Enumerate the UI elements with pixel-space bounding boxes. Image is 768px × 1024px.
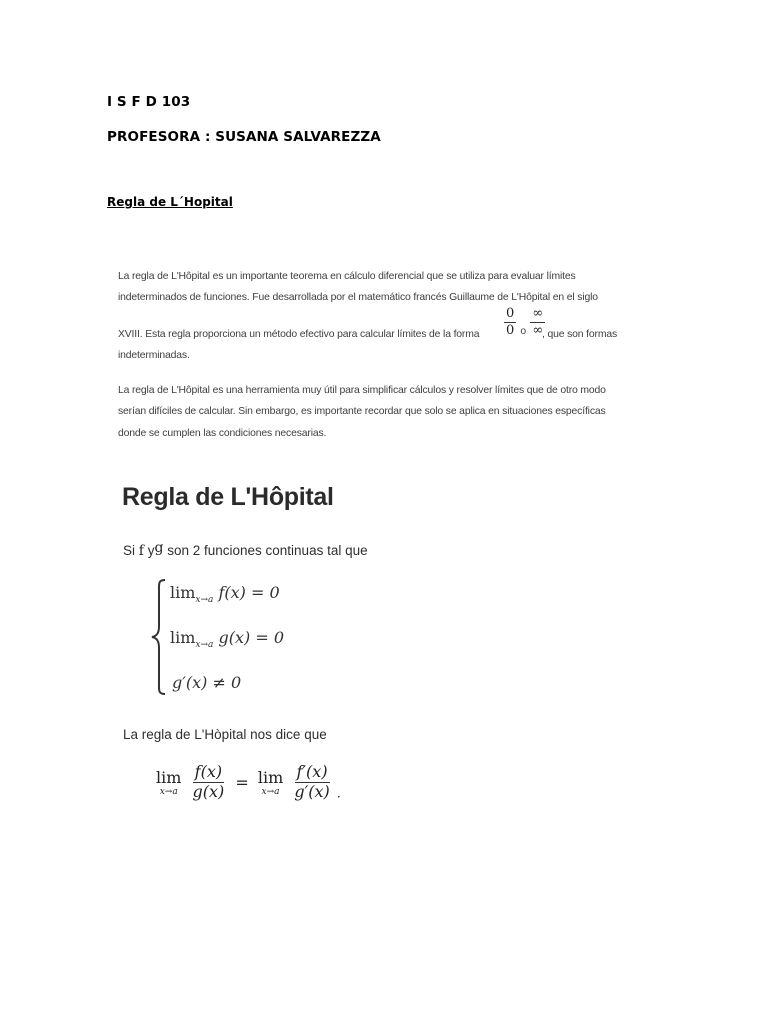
condition-1 [170,583,280,605]
condition-2 [170,628,284,650]
indeterminate-forms [504,307,545,337]
intro-f: f [138,543,144,559]
condition-2-sub: x→a [195,640,214,651]
lim-right [258,768,283,797]
form-2-denominator: ∞ [532,322,544,338]
condition-2-expr: g(x) = 0 [218,628,284,647]
paragraph-1-line-3: XVIII. Esta regla proporciona un método efectivo para calcular límites de la forma [118,329,480,340]
intro-si: Si [123,543,136,558]
paragraph-1-line-2: indeterminados de funciones. Fue desarrollada por el matemático francés Guillaume de L'Hôpital en el siglo [118,292,598,303]
paragraph-2-line-2: serían difíciles de calcular. Sin embargo, es importante recordar que solo se aplica en situaciones específicas [118,406,606,417]
rhs-numerator: f′(x) [296,762,328,781]
lim-left-sub: x→a [159,786,178,797]
lhs-denominator: g(x) [192,781,225,801]
paragraph-1-line-1: La regla de L'Hôpital es un importante teorema en cálculo diferencial que se utiliza para evaluar límites [118,271,576,282]
rhs-fraction [292,764,331,801]
form-2-numerator: ∞ [532,306,544,321]
paragraph-1-line-3-end: , que son formas [542,329,617,340]
lhs-numerator: f(x) [194,762,223,781]
lhs-fraction [191,764,227,801]
condition-1-expr: f(x) = 0 [218,583,280,602]
paragraph-2-line-3: donde se cumplen las condiciones necesarias. [118,428,327,439]
condition-1-sub: x→a [195,595,214,606]
rule-text: La regla de L'Hòpital nos dice que [123,727,327,742]
intro-y: y [147,543,155,558]
intro-g: g [154,540,164,556]
left-brace-icon [150,578,168,696]
equals-sign: = [235,772,249,792]
form-1-denominator: 0 [506,322,515,338]
lim-right-sub: x→a [261,786,280,797]
lhopital-formula [156,764,341,801]
formula-period: . [336,786,341,801]
section-title: Regla de L´Hopital [107,195,233,209]
intro-rest: son 2 funciones continuas tal que [167,543,368,558]
rhs-denominator: g′(x) [294,781,330,801]
paragraph-2-line-1: La regla de L'Hôpital es una herramienta muy útil para simplificar cálculos y resolver límites que de otro modo [118,385,606,396]
condition-1-lim: lim [170,583,196,602]
condition-3: g′(x) ≠ 0 [172,673,242,692]
lim-left [156,768,181,797]
teacher-name: PROFESORA : SUSANA SALVAREZZA [107,129,381,145]
form-zero-over-zero [504,307,516,337]
lim-right-text: lim [257,767,284,787]
institute-name: I S F D 103 [107,94,191,110]
lim-left-text: lim [156,767,182,787]
paragraph-1-line-4: indeterminadas. [118,350,190,361]
figure-intro [123,540,368,559]
condition-2-lim: lim [170,628,196,647]
form-or: o [520,325,527,337]
figure-title: Regla de L'Hôpital [122,483,334,511]
form-1-numerator: 0 [506,306,515,321]
